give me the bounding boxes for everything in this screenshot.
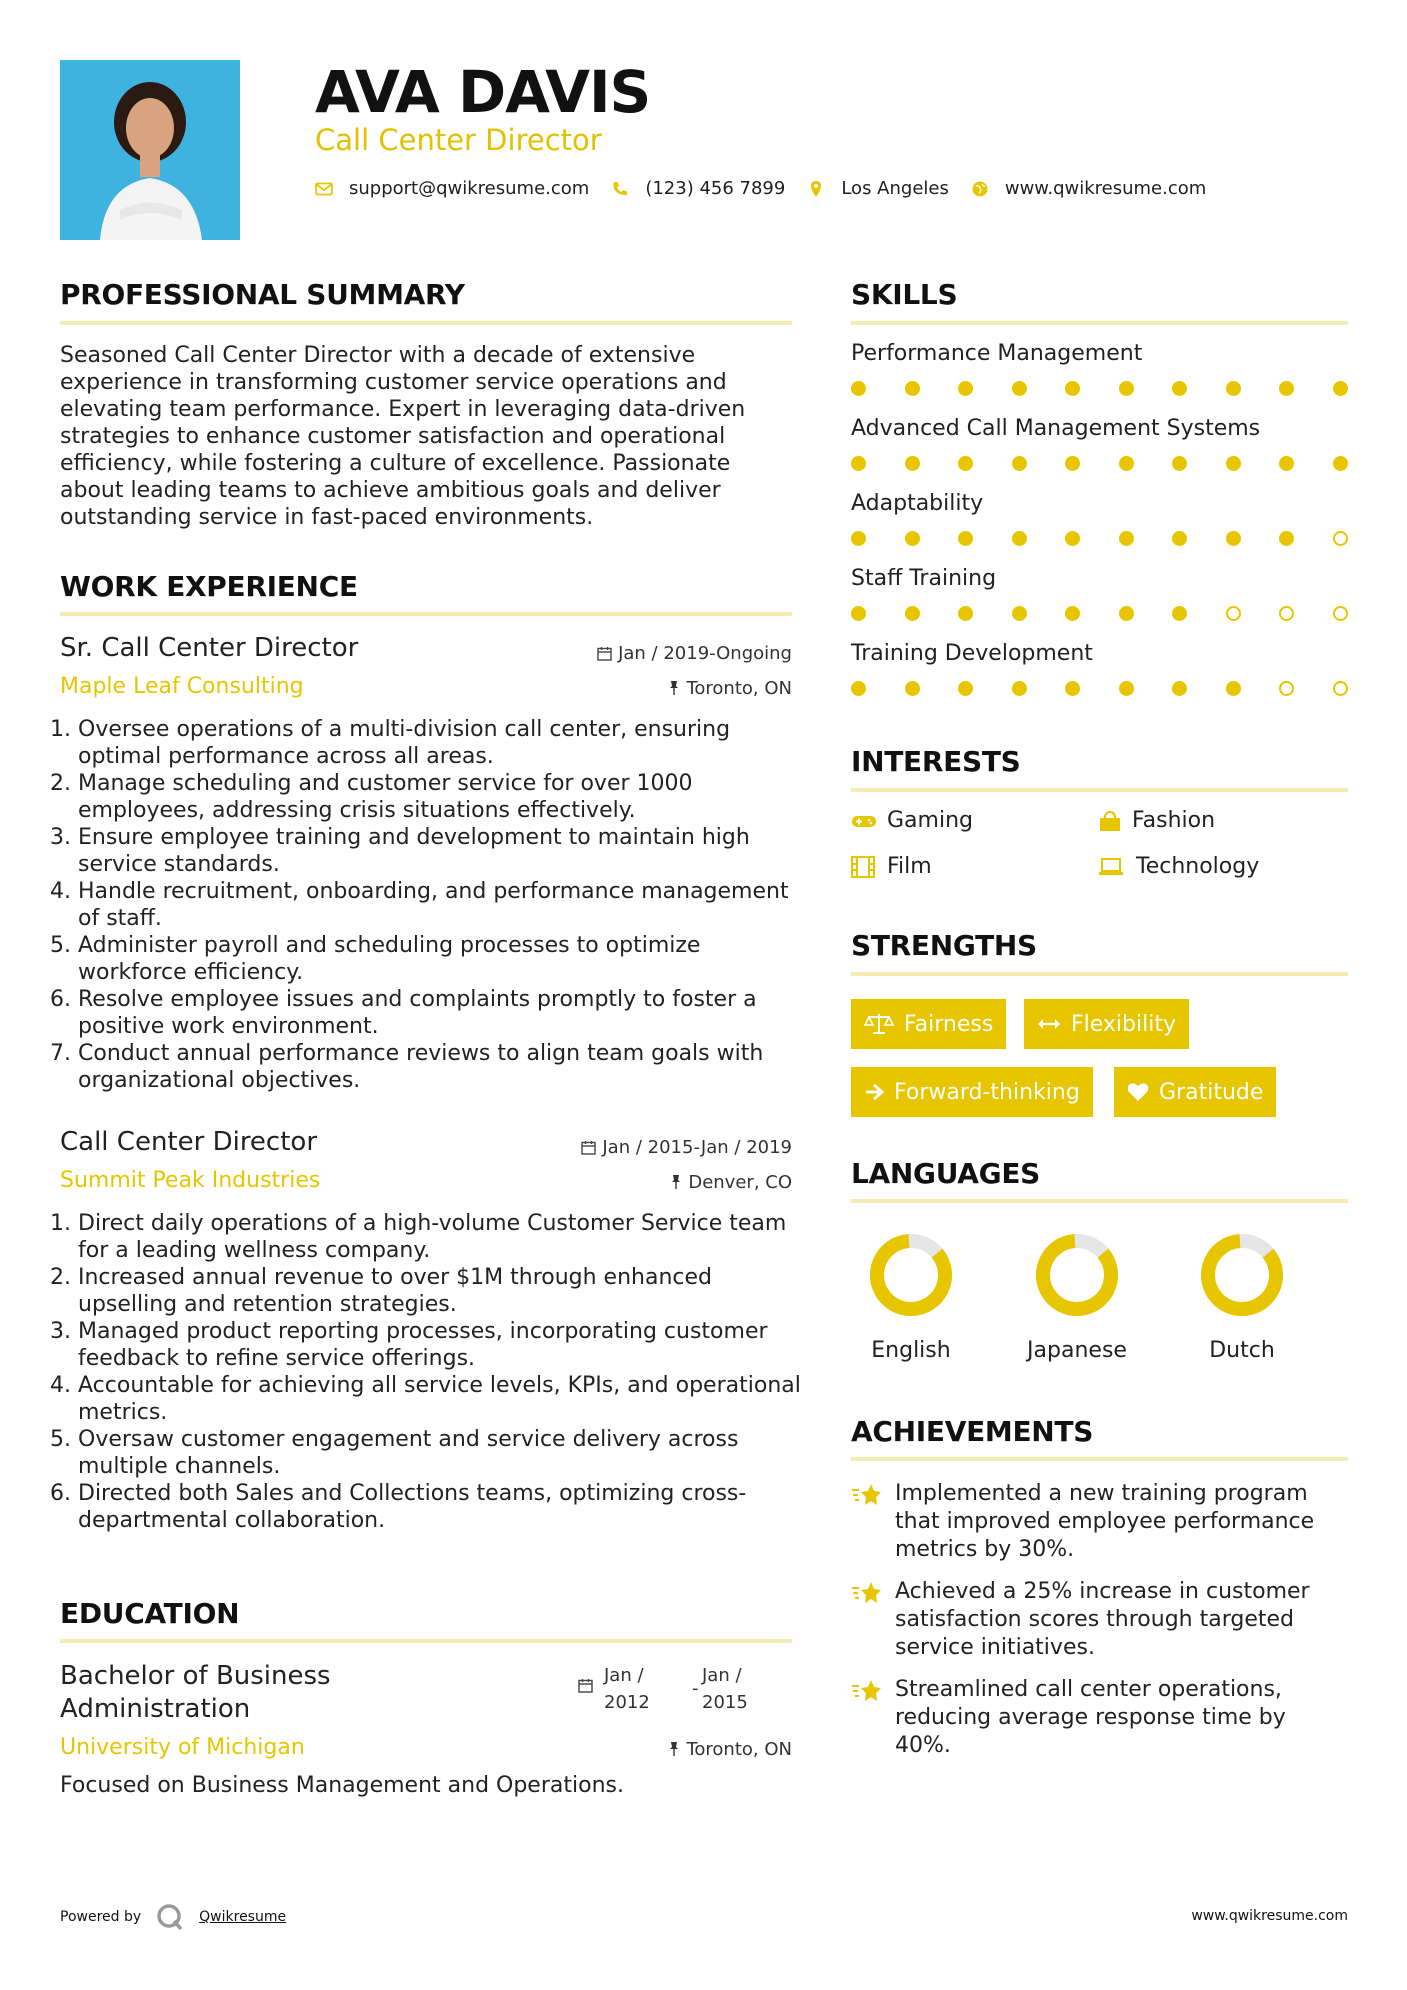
skill-rating — [851, 456, 1348, 471]
phone-text: (123) 456 7899 — [645, 178, 786, 199]
experience-heading: WORK EXPERIENCE — [60, 570, 358, 603]
skill-row — [851, 566, 1348, 641]
powered-by-text: Powered by — [60, 1909, 142, 1925]
laptop-icon — [1098, 857, 1124, 877]
interest-gaming — [851, 808, 973, 833]
strength-chip-gratitude — [1114, 1067, 1276, 1117]
contact-location — [807, 178, 949, 199]
degree-line-1: Bachelor of Business — [60, 1661, 331, 1691]
footer-powered — [60, 1902, 286, 1932]
skill-row — [851, 341, 1348, 416]
rating-dot-filled — [851, 531, 866, 546]
interest-label: Technology — [1136, 854, 1260, 879]
rating-dot-filled — [1012, 681, 1027, 696]
rating-dot-filled — [1065, 606, 1080, 621]
rating-dot-filled — [1279, 456, 1294, 471]
rating-dot-empty — [1333, 681, 1348, 696]
rating-dot-filled — [1333, 456, 1348, 471]
contact-email[interactable] — [315, 178, 589, 199]
job-company: Summit Peak Industries — [60, 1168, 321, 1193]
skill-rating — [851, 531, 1348, 546]
contact-bar — [315, 178, 1228, 199]
profile-photo — [60, 60, 240, 240]
job-dates-text: Jan / 2019-Ongoing — [618, 643, 792, 664]
school-name: University of Michigan — [60, 1735, 305, 1760]
education-location-text: Toronto, ON — [686, 1739, 792, 1760]
date-dash: - — [692, 1678, 699, 1699]
skill-row — [851, 491, 1348, 566]
interest-technology — [1098, 854, 1259, 879]
skill-rating — [851, 681, 1348, 696]
skill-name: Staff Training — [851, 566, 997, 591]
rating-dot-filled — [1012, 606, 1027, 621]
strength-label: Fairness — [904, 1011, 994, 1037]
pin-icon — [668, 680, 680, 696]
strength-label: Gratitude — [1159, 1079, 1264, 1105]
map-pin-icon — [807, 180, 825, 198]
interests-heading: INTERESTS — [851, 745, 1021, 778]
rating-dot-filled — [1119, 531, 1134, 546]
rating-dot-filled — [851, 606, 866, 621]
list-item: 2. Manage scheduling and customer service for over 1000 employees, addressing crisis situations effectively. — [78, 770, 810, 824]
globe-icon — [971, 180, 989, 198]
rating-dot-filled — [905, 681, 920, 696]
contact-phone[interactable] — [611, 178, 785, 199]
job-dates-text: Jan / 2015-Jan / 2019 — [602, 1137, 792, 1158]
job-location-text: Toronto, ON — [686, 678, 792, 699]
skill-rating — [851, 381, 1348, 396]
list-item: 2. Increased annual revenue to over $1M through enhanced upselling and retention strategies. — [78, 1264, 810, 1318]
rating-dot-filled — [1279, 531, 1294, 546]
summary-divider — [60, 321, 792, 325]
rating-dot-filled — [1065, 531, 1080, 546]
candidate-name: AVA DAVIS — [315, 58, 651, 126]
arrow-right-icon — [864, 1083, 884, 1101]
job-company: Maple Leaf Consulting — [60, 674, 304, 699]
start-year: 2012 — [604, 1692, 650, 1713]
rating-dot-filled — [1226, 531, 1241, 546]
degree-line-2: Administration — [60, 1694, 251, 1724]
rating-dot-filled — [905, 456, 920, 471]
job-title: Sr. Call Center Director — [60, 633, 359, 663]
brand-link[interactable]: Qwikresume — [199, 1909, 287, 1925]
strengths-divider — [851, 972, 1348, 976]
rating-dot-filled — [1012, 456, 1027, 471]
achievement-text: Achieved a 25% increase in customer satisfaction scores through targeted service initiatives. — [895, 1579, 1310, 1660]
interest-film — [851, 854, 932, 879]
education-note: Focused on Business Management and Operations. — [60, 1773, 624, 1798]
heart-icon — [1127, 1082, 1149, 1102]
rating-dot-filled — [1119, 456, 1134, 471]
footer-url[interactable]: www.qwikresume.com — [1191, 1908, 1348, 1924]
achievement-item — [851, 1480, 1348, 1564]
calendar-icon — [581, 1140, 596, 1155]
rating-dot-filled — [1172, 381, 1187, 396]
list-item: 1. Direct daily operations of a high-volume Customer Service team for a leading wellness company. — [78, 1210, 810, 1264]
list-item: 4. Accountable for achieving all service levels, KPIs, and operational metrics. — [78, 1372, 810, 1426]
rating-dot-filled — [905, 381, 920, 396]
skill-rating — [851, 606, 1348, 621]
interest-label: Film — [887, 854, 932, 879]
language-name: Japanese — [1027, 1338, 1127, 1363]
strength-label: Forward-thinking — [894, 1079, 1080, 1105]
balance-scale-icon — [864, 1012, 894, 1036]
rating-dot-filled — [905, 531, 920, 546]
interests-divider — [851, 788, 1348, 792]
rating-dot-filled — [1119, 606, 1134, 621]
rating-dot-filled — [1172, 456, 1187, 471]
job-duties-list — [60, 1210, 810, 1534]
end-year: 2015 — [702, 1692, 748, 1713]
list-item: 4. Handle recruitment, onboarding, and performance management of staff. — [78, 878, 810, 932]
pin-icon — [670, 1174, 682, 1190]
achievements-divider — [851, 1457, 1348, 1461]
achievement-item — [851, 1578, 1348, 1662]
languages-list — [851, 1230, 1348, 1370]
rating-dot-filled — [1119, 381, 1134, 396]
rating-dot-filled — [1065, 456, 1080, 471]
interest-label: Gaming — [887, 808, 973, 833]
education-heading: EDUCATION — [60, 1597, 240, 1630]
end-month: Jan / — [702, 1665, 742, 1686]
list-item: 1. Oversee operations of a multi-division call center, ensuring optimal performance across all areas. — [78, 716, 810, 770]
rating-dot-filled — [851, 456, 866, 471]
phone-icon — [611, 180, 629, 198]
star-icon — [851, 1480, 895, 1564]
rating-dot-empty — [1333, 606, 1348, 621]
education-location — [560, 1739, 792, 1760]
interest-fashion — [1098, 808, 1215, 833]
rating-dot-empty — [1333, 531, 1348, 546]
location-text: Los Angeles — [841, 178, 949, 199]
summary-text: Seasoned Call Center Director with a decade of extensive experience in transforming customer service operations and elevating team performance. Expert in leveraging data-driven strategies to enhance customer satisfaction and operational efficiency, while fostering a culture of excellence. Passionate about leading teams to achieve ambitious goals and deliver outstanding service in fast-paced environments. — [60, 343, 746, 530]
language-donut — [866, 1230, 956, 1320]
job-location-text: Denver, CO — [688, 1172, 792, 1193]
strengths-heading: STRENGTHS — [851, 929, 1037, 962]
list-item: 3. Managed product reporting processes, incorporating customer feedback to refine service offerings. — [78, 1318, 810, 1372]
shopping-bag-icon — [1098, 810, 1122, 832]
film-icon — [851, 856, 875, 878]
language-name: English — [871, 1338, 951, 1363]
rating-dot-filled — [1226, 456, 1241, 471]
job-location — [560, 1172, 792, 1193]
rating-dot-filled — [958, 456, 973, 471]
list-item: 7. Conduct annual performance reviews to align team goals with organizational objectives. — [78, 1040, 810, 1094]
skill-name: Training Development — [851, 641, 1093, 666]
email-text: support@qwikresume.com — [349, 178, 590, 199]
rating-dot-empty — [1279, 681, 1294, 696]
degree-title — [60, 1660, 331, 1726]
achievements-list — [851, 1480, 1348, 1774]
gamepad-icon — [851, 813, 877, 829]
education-divider — [60, 1639, 792, 1643]
list-item: 6. Resolve employee issues and complaints promptly to foster a positive work environment. — [78, 986, 810, 1040]
rating-dot-filled — [1226, 381, 1241, 396]
rating-dot-filled — [1279, 381, 1294, 396]
rating-dot-empty — [1226, 606, 1241, 621]
start-month: Jan / — [604, 1665, 644, 1686]
rating-dot-filled — [905, 606, 920, 621]
rating-dot-empty — [1279, 606, 1294, 621]
strength-chip-forward-thinking — [851, 1067, 1093, 1117]
language-donut — [1197, 1230, 1287, 1320]
job-dates — [560, 643, 792, 664]
calendar-icon — [578, 1678, 593, 1693]
language-donut — [1032, 1230, 1122, 1320]
list-item: 5. Administer payroll and scheduling processes to optimize workforce efficiency. — [78, 932, 810, 986]
achievement-text: Streamlined call center operations, reducing average response time by 40%. — [895, 1677, 1286, 1758]
rating-dot-filled — [1012, 531, 1027, 546]
language-name: Dutch — [1209, 1338, 1275, 1363]
rating-dot-filled — [1172, 531, 1187, 546]
star-icon — [851, 1676, 895, 1760]
languages-heading: LANGUAGES — [851, 1157, 1041, 1190]
skills-divider — [851, 321, 1348, 325]
achievement-text: Implemented a new training program that improved employee performance metrics by 30%. — [895, 1481, 1315, 1562]
experience-divider — [60, 612, 792, 616]
rating-dot-filled — [1119, 681, 1134, 696]
job-dates — [540, 1137, 792, 1158]
interest-label: Fashion — [1132, 808, 1216, 833]
list-item: 6. Directed both Sales and Collections teams, optimizing cross-departmental collaboration. — [78, 1480, 810, 1534]
calendar-icon — [597, 646, 612, 661]
skills-heading: SKILLS — [851, 278, 958, 311]
rating-dot-filled — [958, 681, 973, 696]
candidate-title: Call Center Director — [315, 123, 602, 157]
job-location — [560, 678, 792, 699]
contact-website[interactable] — [971, 178, 1206, 199]
rating-dot-filled — [851, 381, 866, 396]
skill-row — [851, 641, 1348, 716]
envelope-icon — [315, 180, 333, 198]
rating-dot-filled — [958, 381, 973, 396]
rating-dot-filled — [1172, 681, 1187, 696]
rating-dot-filled — [1226, 681, 1241, 696]
website-text: www.qwikresume.com — [1004, 178, 1207, 199]
rating-dot-filled — [958, 531, 973, 546]
rating-dot-filled — [1172, 606, 1187, 621]
rating-dot-filled — [1333, 381, 1348, 396]
list-item: 5. Oversaw customer engagement and service delivery across multiple channels. — [78, 1426, 810, 1480]
strength-label: Flexibility — [1071, 1011, 1176, 1037]
rating-dot-filled — [1012, 381, 1027, 396]
skill-row — [851, 416, 1348, 491]
rating-dot-filled — [1065, 681, 1080, 696]
achievements-heading: ACHIEVEMENTS — [851, 1415, 1094, 1448]
star-icon — [851, 1578, 895, 1662]
job-duties-list — [60, 716, 810, 1094]
list-item: 3. Ensure employee training and development to maintain high service standards. — [78, 824, 810, 878]
skill-name: Performance Management — [851, 341, 1143, 366]
qwikresume-logo-icon — [155, 1902, 185, 1932]
languages-divider — [851, 1199, 1348, 1203]
rating-dot-filled — [1065, 381, 1080, 396]
summary-heading: PROFESSIONAL SUMMARY — [60, 278, 465, 311]
skills-list — [851, 341, 1348, 716]
rating-dot-filled — [958, 606, 973, 621]
arrows-horizontal-icon — [1037, 1017, 1061, 1031]
job-title: Call Center Director — [60, 1127, 318, 1157]
strength-chip-flexibility — [1024, 999, 1189, 1049]
strength-chip-fairness — [851, 999, 1006, 1049]
skill-name: Advanced Call Management Systems — [851, 416, 1261, 441]
pin-icon — [668, 1741, 680, 1757]
skill-name: Adaptability — [851, 491, 984, 516]
rating-dot-filled — [851, 681, 866, 696]
achievement-item — [851, 1676, 1348, 1760]
